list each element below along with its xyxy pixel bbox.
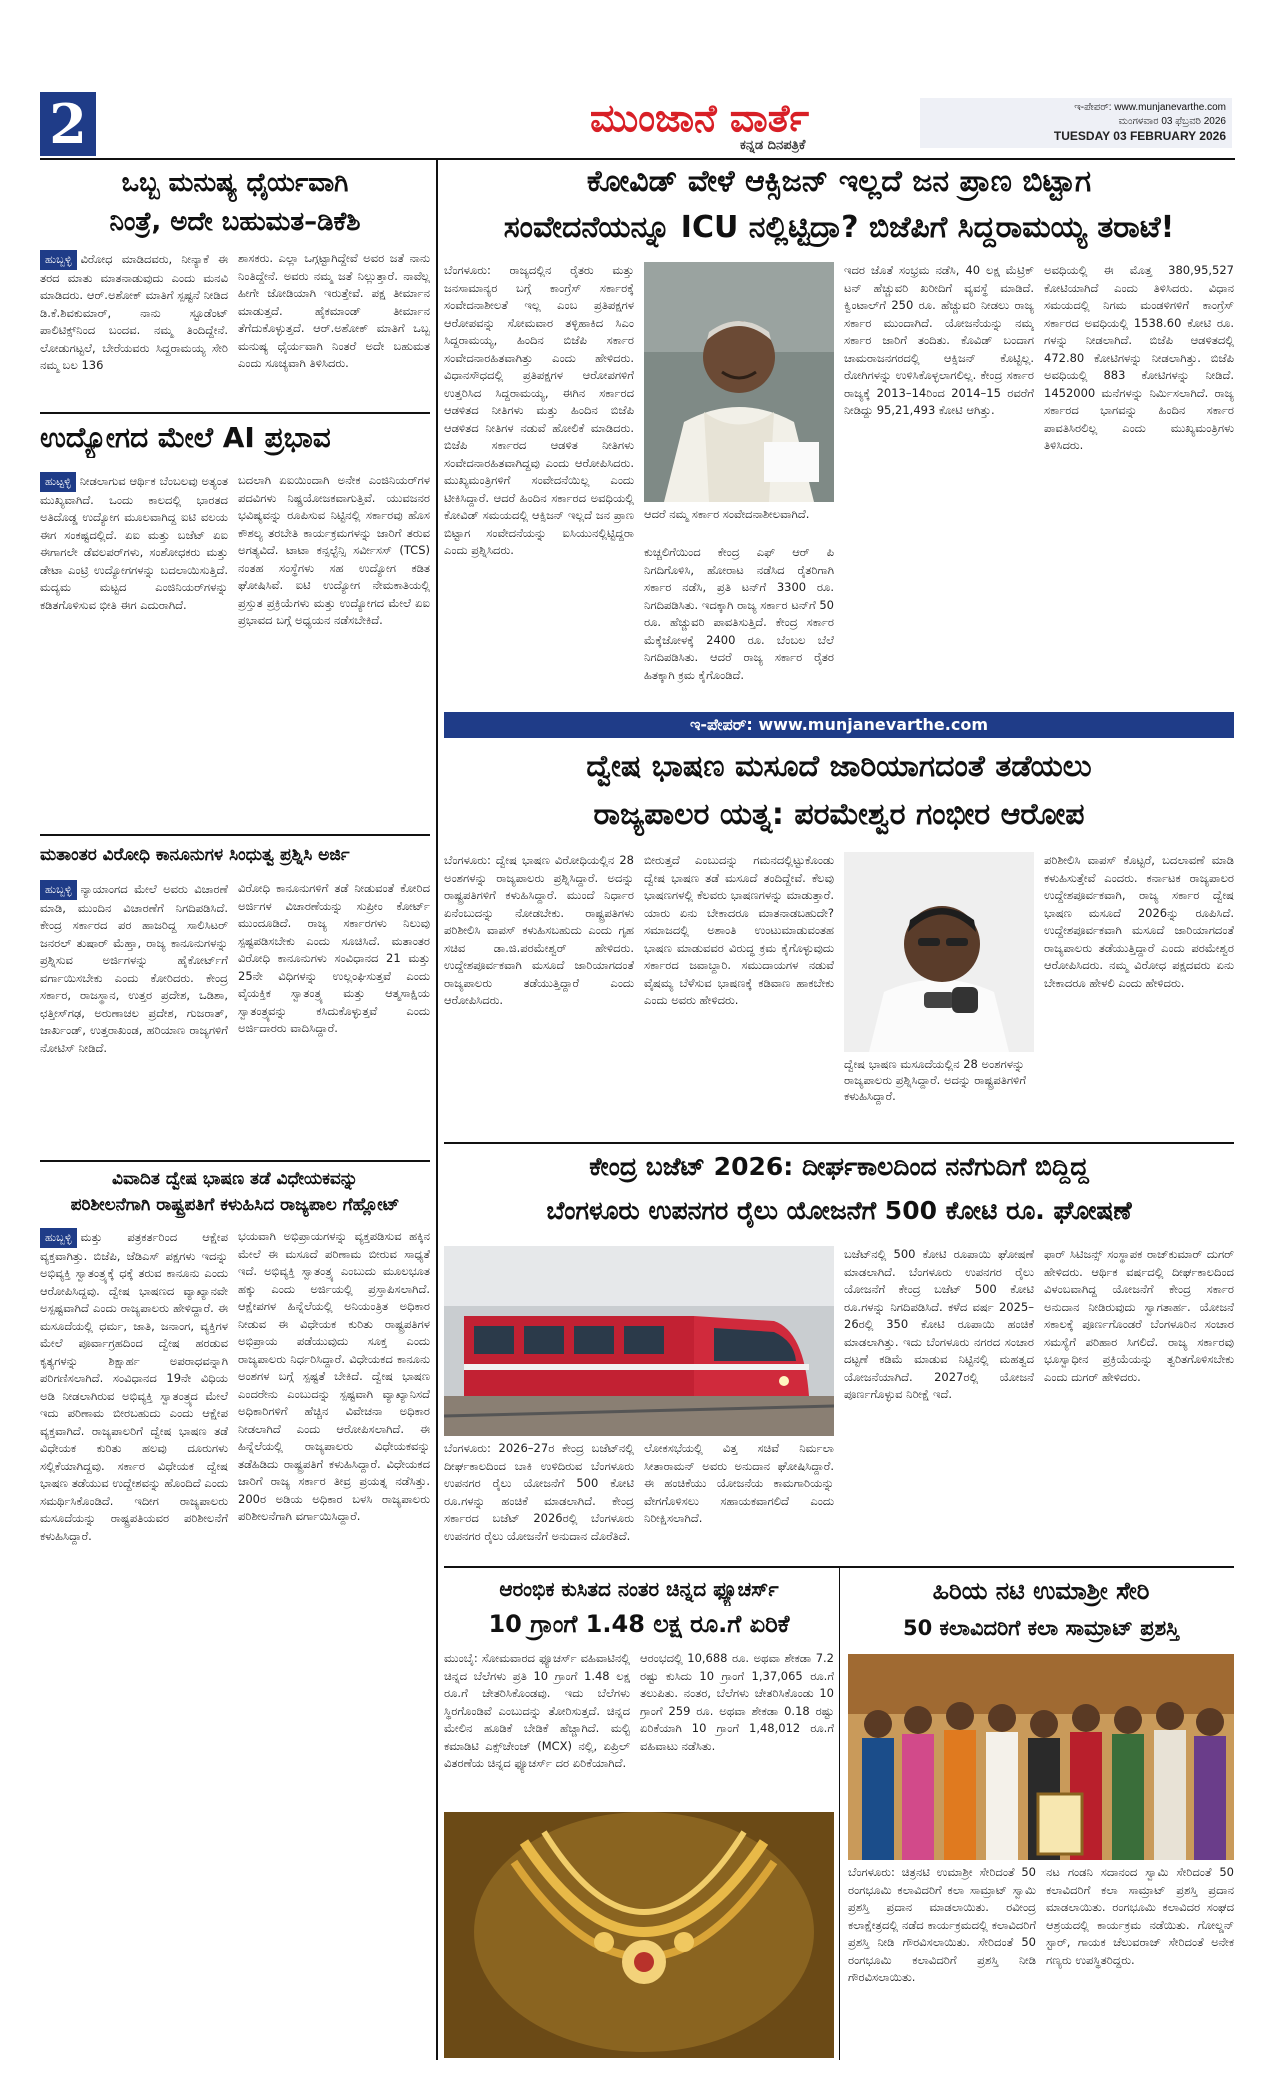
hate-headline-line1: ದ್ವೇಷ ಭಾಷಣ ಮಸೂದೆ ಜಾರಿಯಾಗದಂತೆ ತಡೆಯಲು — [586, 749, 1092, 784]
lead-photo — [644, 262, 834, 502]
left-story3-col2: ವಿರೋಧಿ ಕಾನೂನುಗಳಿಗೆ ತಡೆ ನೀಡುವಂತೆ ಕೋರಿದ ಅರ್ಜಿಗಳ ವಿಚಾರಣೆಯನ್ನು ಸುಪ್ರೀಂ ಕೋರ್ಟ್ ಮುಂದೂಡಿದೆ. ರಾಜ್ಯ ಸರ್ಕಾರಗಳು ನಿಲುವು ಸ್ಪಷ್ಟಪಡಿಸಬೇಕು ಎಂದು ಸೂಚಿಸಿದೆ. ಮತಾಂತರ ವಿರೋಧಿ ಕಾನೂನುಗಳು ಸಂವಿಧಾನದ 21 ಮತ್ತು 25ನೇ ವಿಧಿಗಳನ್ನು ಉಲ್ಲಂಘಿಸುತ್ತವೆ ಎಂದು ವೈಯಕ್ತಿಕ ಸ್ವಾತಂತ್ರ್ಯ ಮತ್ತು ಆತ್ಮಸಾಕ್ಷಿಯ ಸ್ವಾತಂತ್ರ್ಯವನ್ನು ಕಸಿದುಕೊಳ್ಳುತ್ತವೆ ಎಂದು ಅರ್ಜಿದಾರರು ವಾದಿಸಿದ್ದಾರೆ. — [238, 881, 430, 1035]
lead-headline-line2: ಸಂವೇದನೆಯನ್ನೂ ICU ನಲ್ಲಿಟ್ಟಿದ್ರಾ? ಬಿಜೆಪಿಗೆ ಸಿದ್ದರಾಮಯ್ಯ ತರಾಟೆ! — [503, 210, 1175, 245]
left-story1-headline-line1: ಒಬ್ಬ ಮನುಷ್ಯ ಧೈರ್ಯವಾಗಿ — [121, 168, 349, 198]
hate-col2: ಬೀರುತ್ತದೆ ಎಂಬುದನ್ನು ಗಮನದಲ್ಲಿಟ್ಟುಕೊಂಡು ದ್ವೇಷ ಭಾಷಣ ತಡೆ ಮಸೂದೆ ತಂದಿದ್ದೇವೆ. ಕೆಲವು ಭಾಷಣಗಳಲ್ಲಿ ಕೆಲವರು ಭಾಷಣಗಳನ್ನು ಮಾಡುತ್ತಾರೆ. ಯಾರು ಏನು ಬೇಕಾದರೂ ಮಾತನಾಡಬಹುದೇ? ಸಮಾಜದಲ್ಲಿ ಅಶಾಂತಿ ಉಂಟುಮಾಡುವಂತಹ ಭಾಷಣ ಮಾಡುವವರ ವಿರುದ್ಧ ಕ್ರಮ ಕೈಗೊಳ್ಳುವುದು ಸರ್ಕಾರದ ಜವಾಬ್ದಾರಿ. ಸಮುದಾಯಗಳ ನಡುವೆ ವೈಷಮ್ಯ ಬೆಳೆಸುವ ಭಾಷಣಕ್ಕೆ ಕಡಿವಾಣ ಹಾಕಬೇಕು ಎಂದು ಅವರು ಹೇಳಿದರು. — [644, 853, 834, 1007]
umashree-col2: ನಟ ಗಂಡನಿ ಸದಾನಂದ ಸ್ವಾಮಿ ಸೇರಿದಂತೆ 50 ಕಲಾವಿದರಿಗೆ ಕಲಾ ಸಾಮ್ರಾಟ್ ಪ್ರಶಸ್ತಿ ಪ್ರದಾನ ಮಾಡಲಾಯಿತು. ರಂಗಭೂಮಿ ಕಲಾವಿದರ ಸಂಘದ ಆಶ್ರಯದಲ್ಲಿ ಕಾರ್ಯಕ್ರಮ ನಡೆಯಿತು. ಗೋಲ್ಡನ್ ಸ್ಟಾರ್, ಗಾಯಕ ಚೆಲುವರಾಜ್ ಸೇರಿದಂತೆ ಅನೇಕ ಗಣ್ಯರು ಉಪಸ್ಥಿತರಿದ್ದರು. — [1046, 1865, 1234, 1967]
left-story1-col2: ಶಾಸಕರು. ಎಲ್ಲಾ ಒಗ್ಗಟ್ಟಾಗಿದ್ದೇವೆ ಅವರ ಜತೆ ನಾನು ನಿಂತಿದ್ದೇನೆ. ಅವರು ನಮ್ಮ ಜತೆ ನಿಲ್ಲುತ್ತಾರೆ. ನಾವೆಲ್ಲ ಹೀಗೇ ಜೋಡಿಯಾಗಿ ಇರುತ್ತೇವೆ. ಪಕ್ಷ ತೀರ್ಮಾನ ಮಾಡುತ್ತದೆ. ಹೈಕಮಾಂಡ್ ತೀರ್ಮಾನ ತೆಗೆದುಕೊಳ್ಳುತ್ತದೆ. ಆರ್.ಅಶೋಕ್ ಮಾತಿಗೆ ಒಬ್ಬ ಮನುಷ್ಯ ಧೈರ್ಯವಾಗಿ ನಿಂತರೆ ಅದೇ ಬಹುಮತ ಎಂದು ಸೂಚ್ಯವಾಗಿ ತಿಳಿಸಿದರು. — [238, 251, 430, 370]
left-story4-col2: ಭಯವಾಗಿ ಅಭಿಪ್ರಾಯಗಳನ್ನು ವ್ಯಕ್ತಪಡಿಸುವ ಹಕ್ಕಿನ ಮೇಲೆ ಈ ಮಸೂದೆ ಪರಿಣಾಮ ಬೀರುವ ಸಾಧ್ಯತೆ ಇದೆ. ಅಭಿವ್ಯಕ್ತಿ ಸ್ವಾತಂತ್ರ್ಯ ಎಂಬುದು ಮೂಲಭೂತ ಹಕ್ಕು ಎಂದು ಅರ್ಜಿಯಲ್ಲಿ ಪ್ರಸ್ತಾಪಿಸಲಾಗಿದೆ. ಆಕ್ಷೇಪಗಳ ಹಿನ್ನೆಲೆಯಲ್ಲಿ ಅನಿಯಂತ್ರಿತ ಅಧಿಕಾರ ನೀಡುವ ಈ ವಿಧೇಯಕ ಕುರಿತು ರಾಷ್ಟ್ರಪತಿಗಳ ಅಭಿಪ್ರಾಯ ಪಡೆಯುವುದು ಸೂಕ್ತ ಎಂದು ರಾಜ್ಯಪಾಲರು ನಿರ್ಧರಿಸಿದ್ದಾರೆ. ವಿಧೇಯಕದ ಕಾನೂನು ಅಂಶಗಳ ಬಗ್ಗೆ ಸ್ಪಷ್ಟತೆ ಬೇಕಿದೆ. ದ್ವೇಷ ಭಾಷಣ ಎಂದರೇನು ಎಂಬುದನ್ನು ಸ್ಪಷ್ಟವಾಗಿ ವ್ಯಾಖ್ಯಾನಿಸದೆ ಅಧಿಕಾರಿಗಳಿಗೆ ಹೆಚ್ಚಿನ ವಿವೇಚನಾ ಅಧಿಕಾರ ನೀಡಲಾಗಿದೆ ಎಂದು ಆರೋಪಿಸಲಾಗಿದೆ. ಈ ಹಿನ್ನೆಲೆಯಲ್ಲಿ ರಾಜ್ಯಪಾಲರು ವಿಧೇಯಕವನ್ನು ತಡೆಹಿಡಿದು ರಾಷ್ಟ್ರಪತಿಗೆ ಕಳುಹಿಸಿದ್ದಾರೆ. ವಿಧೇಯಕದ ಜಾರಿಗೆ ರಾಜ್ಯ ಸರ್ಕಾರ ತೀವ್ರ ಪ್ರಯತ್ನ ನಡೆಸಿತ್ತು. 200ರ ಅಡಿಯ ಅಧಿಕಾರ ಬಳಸಿ ರಾಜ್ಯಪಾಲರು ಪರಿಶೀಲನೆಗಾಗಿ ವರ್ಗಾಯಿಸಿದ್ದಾರೆ. — [238, 1229, 430, 1523]
left-story2-headline: ಉದ್ಯೋಗದ ಮೇಲೆ AI ಪ್ರಭಾವ — [40, 421, 331, 454]
left-story4-col1: ಹುಬ್ಬಳ್ಳಿ ಮತ್ತು ಪತ್ರಕರ್ತರಿಂದ ಆಕ್ಷೇಪ ವ್ಯಕ್ತವಾಗಿತ್ತು. ಬಿಜೆಪಿ, ಜೆಡಿಎಸ್ ಪಕ್ಷಗಳು ಇದನ್ನು ಅಭಿವ್ಯಕ್ತಿ ಸ್ವಾತಂತ್ರ್ಯಕ್ಕೆ ಧಕ್ಕೆ ತರುವ ಕಾನೂನು ಎಂದು ಆರೋಪಿಸಿದ್ದವು. ದ್ವೇಷ ಭಾಷಣದ ವ್ಯಾಖ್ಯಾನವೇ ಅಸ್ಪಷ್ಟವಾಗಿದೆ ಎಂದು ರಾಜ್ಯಪಾಲರು ಹೇಳಿದ್ದಾರೆ. ಈ ಮಸೂದೆಯಲ್ಲಿ ಧರ್ಮ, ಜಾತಿ, ಜನಾಂಗ, ವ್ಯಕ್ತಿಗಳ ಮೇಲೆ ಪೂರ್ವಾಗ್ರಹದಿಂದ ದ್ವೇಷ ಹರಡುವ ಕೃತ್ಯಗಳನ್ನು ಶಿಕ್ಷಾರ್ಹ ಅಪರಾಧವನ್ನಾಗಿ ಪರಿಗಣಿಸಲಾಗಿದೆ. ಸಂವಿಧಾನದ 19ನೇ ವಿಧಿಯ ಅಡಿ ನೀಡಲಾಗಿರುವ ಅಭಿವ್ಯಕ್ತಿ ಸ್ವಾತಂತ್ರ್ಯದ ಮೇಲೆ ಇದು ಪರಿಣಾಮ ಬೀರಬಹುದು ಎಂದು ಆಕ್ಷೇಪ ವ್ಯಕ್ತವಾಗಿದೆ. ರಾಜ್ಯಪಾಲರಿಗೆ ದ್ವೇಷ ಭಾಷಣ ತಡೆ ವಿಧೇಯಕ ಕುರಿತು ಹಲವು ದೂರುಗಳು ಸಲ್ಲಿಕೆಯಾಗಿದ್ದವು. ಸರ್ಕಾರ ವಿಧೇಯಕ ದ್ವೇಷ ಭಾಷಣ ತಡೆಯುವ ಉದ್ದೇಶವನ್ನು ಹೊಂದಿದೆ ಎಂದು ಸಮರ್ಥಿಸಿಕೊಂಡಿದೆ. ಇದೀಗ ರಾಜ್ಯಪಾಲರು ಮಸೂದೆಯನ್ನು ರಾಷ್ಟ್ರಪತಿಯವರ ಪರಿಶೀಲನೆಗೆ ಕಳುಹಿಸಿದ್ದಾರೆ. — [40, 1230, 228, 1543]
umashree-col1: ಬೆಂಗಳೂರು: ಚಿತ್ರನಟಿ ಉಮಾಶ್ರೀ ಸೇರಿದಂತೆ 50 ರಂಗಭೂಮಿ ಕಲಾವಿದರಿಗೆ ಕಲಾ ಸಾಮ್ರಾಟ್ ಸ್ವಾಮಿ ಪ್ರಶಸ್ತಿ ಪ್ರದಾನ ಮಾಡಲಾಯಿತು. ರವೀಂದ್ರ ಕಲಾಕ್ಷೇತ್ರದಲ್ಲಿ ನಡೆದ ಕಾರ್ಯಕ್ರಮದಲ್ಲಿ ಕಲಾವಿದರಿಗೆ ಪ್ರಶಸ್ತಿ ನೀಡಿ ಗೌರವಿಸಲಾಯಿತು. ಸೇರಿದಂತೆ 50 ರಂಗಭೂಮಿ ಕಲಾವಿದರಿಗೆ ಪ್ರಶಸ್ತಿ ನೀಡಿ ಗೌರವಿಸಲಾಯಿತು. — [848, 1865, 1036, 1984]
left-story4-dateline: ಹುಬ್ಬಳ್ಳಿ — [40, 1228, 77, 1248]
left-story2-col2: ಬದಲಾಗಿ ಏಐಯಿಂದಾಗಿ ಅನೇಕ ಎಂಜಿನಿಯರ್‌ಗಳ ಪದವಿಗಳು ನಿಷ್ಪ್ರಯೋಜಕವಾಗುತ್ತಿವೆ. ಯುವಜನರ ಭವಿಷ್ಯವನ್ನು ರೂಪಿಸುವ ನಿಟ್ಟಿನಲ್ಲಿ ಸರ್ಕಾರವು ಹೊಸ ಕೌಶಲ್ಯ ತರಬೇತಿ ಕಾರ್ಯಕ್ರಮಗಳನ್ನು ಜಾರಿಗೆ ತರುವ ಅಗತ್ಯವಿದೆ. ಟಾಟಾ ಕನ್ಸಲ್ಟೆನ್ಸಿ ಸರ್ವೀಸಸ್ (TCS) ನಂತಹ ಸಂಸ್ಥೆಗಳು ಸಹ ಉದ್ಯೋಗ ಕಡಿತ ಘೋಷಿಸಿವೆ. ಐಟಿ ಉದ್ಯೋಗ ನೇಮಕಾತಿಯಲ್ಲಿ ಪ್ರಸ್ತುತ ಪ್ರಕ್ರಿಯೆಗಳು ಮತ್ತು ಉದ್ಯೋಗದ ಮೇಲೆ ಏಐ ಪ್ರಭಾವದ ಬಗ್ಗೆ ಅಧ್ಯಯನ ನಡೆಸಬೇಕಿದೆ. — [238, 473, 430, 627]
budget-col3: ಬೆಂಗಳೂರು: 2026–27ರ ಕೇಂದ್ರ ಬಜೆಟ್‌ನಲ್ಲಿ ದೀರ್ಘಕಾಲದಿಂದ ಬಾಕಿ ಉಳಿದಿರುವ ಬೆಂಗಳೂರು ಉಪನಗರ ರೈಲು ಯೋಜನೆಗೆ 500 ಕೋಟಿ ರೂ.ಗಳನ್ನು ಹಂಚಿಕೆ ಮಾಡಲಾಗಿದೆ. ಕೇಂದ್ರ ಸರ್ಕಾರದ ಬಜೆಟ್ 2026ರಲ್ಲಿ ಬೆಂಗಳೂರು ಉಪನಗರ ರೈಲು ಯೋಜನೆಗೆ ಅನುದಾನ ದೊರೆತಿದೆ. — [444, 1441, 634, 1543]
hate-photo — [844, 852, 1034, 1052]
left-story3-dateline: ಹುಬ್ಬಳ್ಳಿ — [40, 880, 77, 900]
umashree-headline-line2: 50 ಕಲಾವಿದರಿಗೆ ಕಲಾ ಸಾಮ್ರಾಟ್ ಪ್ರಶಸ್ತಿ — [902, 1616, 1180, 1640]
left-story4-headline-line1: ವಿವಾದಿತ ದ್ವೇಷ ಭಾಷಣ ತಡೆ ವಿಧೇಯಕವನ್ನು — [112, 1169, 358, 1189]
hate-col1: ಬೆಂಗಳೂರು: ದ್ವೇಷ ಭಾಷಣ ವಿರೋಧಿಯಲ್ಲಿನ 28 ಅಂಶಗಳನ್ನು ರಾಜ್ಯಪಾಲರು ಪ್ರಶ್ನಿಸಿದ್ದಾರೆ. ಅದನ್ನು ರಾಷ್ಟ್ರಪತಿಗಳಿಗೆ ಕಳುಹಿಸಿದ್ದಾರೆ. ಮುಂದೆ ನಿರ್ಧಾರ ಏನೆಂಬುದನ್ನು ನೋಡಬೇಕು. ರಾಷ್ಟ್ರಪತಿಗಳು ಪರಿಶೀಲಿಸಿ ವಾಪಸ್ ಕಳುಹಿಸಬಹುದು ಎಂದು ಗೃಹ ಸಚಿವ ಡಾ.ಜಿ.ಪರಮೇಶ್ವರ್ ಹೇಳಿದರು. ಉದ್ದೇಶಪೂರ್ವಕವಾಗಿ ಮಸೂದೆ ಜಾರಿಯಾಗದಂತೆ ರಾಜ್ಯಪಾಲರು ತಡೆಯುತ್ತಿದ್ದಾರೆ ಎಂದು ಆರೋಪಿಸಿದರು. — [444, 853, 634, 1007]
budget-headline-line1: ಕೇಂದ್ರ ಬಜೆಟ್ 2026: ದೀರ್ಘಕಾಲದಿಂದ ನನೆಗುದಿಗೆ ಬಿದ್ದಿದ್ದ — [589, 1152, 1089, 1181]
left-story1-col1: ಹುಬ್ಬಳ್ಳಿ ವಿರೋಧ ಮಾಡಿದವರು, ನೀನ್ಯಾಕೆ ಈ ತರದ ಮಾತು ಮಾತನಾಡುವುದು ಎಂದು ಮನವಿ ಮಾಡಿದರು. ಆರ್.ಅಶೋಕ್ ಮಾತಿಗೆ ಸ್ಪಷ್ಟನೆ ನೀಡಿದ ಡಿ.ಕೆ.ಶಿವಕುಮಾರ್, ನಾನು ಸ್ಟೂಡೆಂಟ್ ಪಾಲಿಟಿಕ್ಸ್‌ನಿಂದ ಬಂದವ. ನಮ್ಮ ತಿಂದಿದ್ದೇನೆ. ಲೋಡುಗಟ್ಟಲೆ, ಬೇರೆಯವರು ಸಿದ್ದರಾಮಯ್ಯ ಸೇರಿ ನಮ್ಮ ಬಲ 136 — [40, 252, 228, 372]
futures-col1: ಮುಂಬೈ: ಸೋಮವಾರದ ಫ್ಯೂಚರ್ಸ್ ವಹಿವಾಟಿನಲ್ಲಿ ಚಿನ್ನದ ಬೆಲೆಗಳು ಪ್ರತಿ 10 ಗ್ರಾಂಗೆ 1.48 ಲಕ್ಷ ರೂ.ಗೆ ಚೇತರಿಸಿಕೊಂಡವು. ಇದು ಬೆಲೆಗಳು ಸ್ಥಿರಗೊಂಡಿವೆ ಎಂಬುದನ್ನು ತೋರಿಸುತ್ತದೆ. ಚಿನ್ನದ ಮೇಲಿನ ಹೂಡಿಕೆ ಬೇಡಿಕೆ ಹೆಚ್ಚಾಗಿದೆ. ಮಲ್ಟಿ ಕಮಾಡಿಟಿ ಎಕ್ಸ್‌ಚೇಂಜ್ (MCX) ನಲ್ಲಿ, ಏಪ್ರಿಲ್ ವಿತರಣೆಯ ಚಿನ್ನದ ಫ್ಯೂಚರ್ಸ್ ದರ ಏರಿಕೆಯಾಗಿದೆ. — [444, 1651, 630, 1770]
budget-col2: ಫಾರ್ ಸಿಟಿಜನ್ಸ್ ಸಂಸ್ಥಾಪಕ ರಾಜ್‌ಕುಮಾರ್ ದುಗರ್ ಹೇಳಿದರು. ಆರ್ಥಿಕ ವರ್ಷದಲ್ಲಿ ದೀರ್ಘಕಾಲದಿಂದ ವಿಳಂಬವಾಗಿದ್ದ ಯೋಜನೆಗೆ ಕೇಂದ್ರ ಸರ್ಕಾರ ಅನುದಾನ ನೀಡಿರುವುದು ಸ್ವಾಗತಾರ್ಹ. ಯೋಜನೆ ಸಕಾಲಕ್ಕೆ ಪೂರ್ಣಗೊಂಡರೆ ಬೆಂಗಳೂರಿನ ಸಂಚಾರ ಸಮಸ್ಯೆಗೆ ಪರಿಹಾರ ಸಿಗಲಿದೆ. ರಾಜ್ಯ ಸರ್ಕಾರವು ಭೂಸ್ವಾಧೀನ ಪ್ರಕ್ರಿಯೆಯನ್ನು ತ್ವರಿತಗೊಳಿಸಬೇಕು ಎಂದು ದುಗರ್ ಹೇಳಿದರು. — [1044, 1247, 1234, 1384]
lead-col3: ಇದರ ಜೊತೆ ಸಂಭ್ರಮ ನಡೆಸಿ, 40 ಲಕ್ಷ ಮೆಟ್ರಿಕ್ ಟನ್ ಹೆಚ್ಚುವರಿ ಖರೀದಿಗೆ ವ್ಯವಸ್ಥೆ ಮಾಡಿದೆ. ಕ್ವಿಂಟಾಲ್‌ಗೆ 250 ರೂ. ಹೆಚ್ಚುವರಿ ನೀಡಲು ರಾಜ್ಯ ಸರ್ಕಾರ ಮುಂದಾಗಿದೆ. ಯೋಜನೆಯನ್ನು ನಮ್ಮ ಸರ್ಕಾರ ಜಾರಿಗೆ ತಂದಿತು. ಕೊವಿಡ್ ಬಂದಾಗ ಚಾಮರಾಜನಗರದಲ್ಲಿ ಆಕ್ಸಿಜನ್ ಕೊಟ್ಟಿಲ್ಲ. ರೋಗಿಗಳನ್ನು ಉಳಿಸಿಕೊಳ್ಳಲಾಗಲಿಲ್ಲ. ಕೇಂದ್ರ ಸರ್ಕಾರ ರಾಜ್ಯಕ್ಕೆ 2013–14ರಿಂದ 2014–15 ರವರೆಗೆ ನೀಡಿದ್ದು 95,21,493 ಕೋಟಿ ಆಗಿತ್ತು. — [844, 263, 1034, 417]
budget-col4: ಲೋಕಸಭೆಯಲ್ಲಿ ವಿತ್ತ ಸಚಿವೆ ನಿರ್ಮಲಾ ಸೀತಾರಾಮನ್ ಅವರು ಅನುದಾನ ಘೋಷಿಸಿದ್ದಾರೆ. ಈ ಹಂಚಿಕೆಯು ಯೋಜನೆಯ ಕಾಮಗಾರಿಯನ್ನು ವೇಗಗೊಳಿಸಲು ಸಹಾಯಕವಾಗಲಿದೆ ಎಂದು ನಿರೀಕ್ಷಿಸಲಾಗಿದೆ. — [644, 1441, 834, 1525]
futures-headline-line1: ಆರಂಭಿಕ ಕುಸಿತದ ನಂತರ ಚಿನ್ನದ ಫ್ಯೂಚರ್ಸ್ — [499, 1577, 779, 1601]
lead-col4: ಅವಧಿಯಲ್ಲಿ ಈ ಮೊತ್ತ 380,95,527 ಕೋಟಿಯಾಗಿದೆ ಎಂದು ತಿಳಿಸಿದರು. ವಿಧಾನ ಸಮಯದಲ್ಲಿ ನಿಗಮ ಮಂಡಳಿಗಳಿಗೆ ಕಾಂಗ್ರೆಸ್ ಸರ್ಕಾರದ ಅವಧಿಯಲ್ಲಿ 1538.60 ಕೋಟಿ ರೂ. ಗಳನ್ನು ನೀಡಲಾಗಿದೆ. ಬಿಜೆಪಿ ಆಡಳಿತದಲ್ಲಿ 472.80 ಕೋಟಿಗಳನ್ನು ನೀಡಲಾಗಿತ್ತು. ಬಿಜೆಪಿ ಅವಧಿಯಲ್ಲಿ 883 ಕೋಟಿಗಳನ್ನು ನೀಡಿದೆ. 1452000 ಮನೆಗಳನ್ನು ನಿರ್ಮಿಸಲಾಗಿದೆ. ರಾಜ್ಯ ಸರ್ಕಾರದ ಭಾಗವನ್ನು ಹಿಂದಿನ ಸರ್ಕಾರ ಪಾವತಿಸಿರಲಿಲ್ಲ ಎಂದು ಮುಖ್ಯಮಂತ್ರಿಗಳು ತಿಳಿಸಿದರು. — [1044, 263, 1234, 452]
masthead-logo — [590, 96, 810, 153]
left-story2-dateline: ಹುಟ್ಟಳ್ಳಿ — [40, 472, 76, 492]
left-story1-headline-line2: ನಿಂತ್ರೆ, ಅದೇ ಬಹುಮತ–ಡಿಕೆಶಿ — [109, 207, 361, 237]
masthead-tagline: ಕನ್ನಡ ದಿನಪತ್ರಿಕೆ — [740, 138, 806, 153]
masthead-name: ಮುಂಜಾನೆ ವಾರ್ತೆ — [590, 96, 810, 140]
hate-col3: ಪರಿಶೀಲಿಸಿ ವಾಪಸ್ ಕೊಟ್ಟರೆ, ಬದಲಾವಣೆ ಮಾಡಿ ಕಳುಹಿಸುತ್ತೇವೆ ಎಂದರು. ಕರ್ನಾಟಕ ರಾಜ್ಯಪಾಲರ ಉದ್ದೇಶಪೂರ್ವಕವಾಗಿ, ರಾಜ್ಯ ಸರ್ಕಾರ ದ್ವೇಷ ಭಾಷಣ ಮಸೂದೆ 2026ನ್ನು ರೂಪಿಸಿದೆ. ಉದ್ದೇಶಪೂರ್ವಕವಾಗಿ ಮಸೂದೆ ಜಾರಿಯಾಗದಂತೆ ರಾಜ್ಯಪಾಲರು ತಡೆಯುತ್ತಿದ್ದಾರೆ ಎಂದು ಪರಮೇಶ್ವರ ಆರೋಪಿಸಿದರು. ನಮ್ಮ ವಿರೋಧ ಪಕ್ಷದವರು ಏನು ಬೇಕಾದರೂ ಹೇಳಲಿ ಎಂದು ಹೇಳಿದರು. — [1044, 853, 1234, 990]
lead-headline-line1: ಕೋವಿಡ್ ವೇಳೆ ಆಕ್ಸಿಜನ್ ಇಲ್ಲದೆ ಜನ ಪ್ರಾಣ ಬಿಟ್ಟಾಗ — [586, 164, 1092, 199]
left-story3-headline: ಮತಾಂತರ ವಿರೋಧಿ ಕಾನೂನುಗಳ ಸಿಂಧುತ್ವ ಪ್ರಶ್ನಿಸಿ ಅರ್ಜಿ — [40, 845, 350, 865]
lead-col1: ಬೆಂಗಳೂರು: ರಾಜ್ಯದಲ್ಲಿನ ರೈತರು ಮತ್ತು ಜನಸಾಮಾನ್ಯರ ಬಗ್ಗೆ ಕಾಂಗ್ರೆಸ್ ಸರ್ಕಾರಕ್ಕೆ ಸಂವೇದನಾಶೀಲತೆ ಇಲ್ಲ ಎಂಬ ಪ್ರತಿಪಕ್ಷಗಳ ಆರೋಪವನ್ನು ಸೋಮವಾರ ತಳ್ಳಿಹಾಕಿದ ಸಿಎಂ ಸಿದ್ದರಾಮಯ್ಯ, ಹಿಂದಿನ ಬಿಜೆಪಿ ಸರ್ಕಾರ ಸಂವೇದನಾರಹಿತವಾಗಿತ್ತು ಎಂದು ಹೇಳಿದರು. ವಿಧಾನಸೌಧದಲ್ಲಿ ಪ್ರತಿಪಕ್ಷಗಳ ಆರೋಪಗಳಿಗೆ ಉತ್ತರಿಸಿದ ಸಿದ್ದರಾಮಯ್ಯ, ಈಗಿನ ಸರ್ಕಾರದ ಆಡಳಿತದ ನೀತಿಗಳು ಮತ್ತು ಹಿಂದಿನ ಬಿಜೆಪಿ ಆಡಳಿತದ ನೀತಿಗಳ ನಡುವೆ ಹೋಲಿಕೆ ಮಾಡಿದರು. ಬಿಜೆಪಿ ಸರ್ಕಾರದ ಆಡಳಿತ ನೀತಿಗಳು ಸಂವೇದನಾರಹಿತವಾಗಿದ್ದವು ಎಂದು ಆರೋಪಿಸಿದರು. ಮುಖ್ಯಮಂತ್ರಿಗಳಿಗೆ ಸಂವೇದನೆಯಿಲ್ಲ ಎಂದು ಟೀಕಿಸಿದ್ದಾರೆ. ಆದರೆ ಹಿಂದಿನ ಸರ್ಕಾರದ ಅವಧಿಯಲ್ಲಿ ಕೋವಿಡ್ ಸಮಯದಲ್ಲಿ ಆಕ್ಸಿಜನ್ ಇಲ್ಲದೆ ಜನ ಪ್ರಾಣ ಬಿಟ್ಟಾಗ ಸಂವೇದನೆಯನ್ನು ಐಸಿಯುನಲ್ಲಿಟ್ಟಿದ್ದರಾ ಎಂದು ಪ್ರಶ್ನಿಸಿದರು. — [444, 263, 634, 557]
date-english: TUESDAY 03 FEBRUARY 2026 — [1053, 129, 1226, 143]
left-story4-headline-line2: ಪರಿಶೀಲನೆಗಾಗಿ ರಾಷ್ಟ್ರಪತಿಗೆ ಕಳುಹಿಸಿದ ರಾಜ್ಯಪಾಲ ಗೆಹ್ಲೋಟ್ — [70, 1195, 400, 1215]
futures-col2: ಆರಂಭದಲ್ಲಿ 10,688 ರೂ. ಅಥವಾ ಶೇಕಡಾ 7.2 ರಷ್ಟು ಕುಸಿದು 10 ಗ್ರಾಂಗೆ 1,37,065 ರೂ.ಗೆ ತಲುಪಿತು. ನಂತರ, ಬೆಲೆಗಳು ಚೇತರಿಸಿಕೊಂಡು 10 ಗ್ರಾಂಗೆ 259 ರೂ. ಅಥವಾ ಶೇಕಡಾ 0.18 ರಷ್ಟು ಏರಿಕೆಯಾಗಿ 10 ಗ್ರಾಂಗೆ 1,48,012 ರೂ.ಗೆ ವಹಿವಾಟು ನಡೆಸಿತು. — [640, 1651, 834, 1753]
hate-photo-caption: ದ್ವೇಷ ಭಾಷಣ ಮಸೂದೆಯಲ್ಲಿನ 28 ಅಂಶಗಳನ್ನು ರಾಜ್ಯಪಾಲರು ಪ್ರಶ್ನಿಸಿದ್ದಾರೆ. ಅದನ್ನು ರಾಷ್ಟ್ರಪತಿಗಳಿಗೆ ಕಳುಹಿಸಿದ್ದಾರೆ. — [844, 1057, 1027, 1103]
left-story2-col1: ಹುಟ್ಟಳ್ಳಿ ನೀಡಲಾಗುವ ಆರ್ಥಿಕ ಬೆಂಬಲವು ಅತ್ಯಂತ ಮುಖ್ಯವಾಗಿದೆ. ಒಂದು ಕಾಲದಲ್ಲಿ ಭಾರತದ ಅತಿದೊಡ್ಡ ಉದ್ಯೋಗ ಮೂಲವಾಗಿದ್ದ ಐಟಿ ವಲಯ ಈಗ ಸಂಕಷ್ಟದಲ್ಲಿದೆ. ಏಐ ಮತ್ತು ಬಜೆಟ್ ಏಐ ಈಗಾಗಲೇ ಡೆವಲಪರ್‌ಗಳು, ಸಂಶೋಧಕರು ಮತ್ತು ಡೇಟಾ ಎಂಟ್ರಿ ಉದ್ಯೋಗಗಳನ್ನು ಬದಲಾಯಿಸುತ್ತಿದೆ. ಮದ್ಯಮ ಮಟ್ಟದ ಎಂಜಿನಿಯರ್‌ಗಳನ್ನು ಕಡಿತಗೊಳಿಸುವ ಭೀತಿ ಈಗ ಎದುರಾಗಿದೆ. — [40, 474, 228, 612]
train-photo — [444, 1246, 834, 1436]
budget-headline-line2: ಬೆಂಗಳೂರು ಉಪನಗರ ರೈಲು ಯೋಜನೆಗೆ 500 ಕೋಟಿ ರೂ. ಘೋಷಣೆ — [546, 1196, 1132, 1225]
award-photo — [848, 1654, 1234, 1860]
lead-col2: ಕುಚ್ಚಲಿಗೆಯಿಂದ ಕೇಂದ್ರ ಎಫ್ ಆರ್ ಪಿ ನಿಗದಿಗೊಳಿಸಿ, ಹೋರಾಟ ನಡೆಸಿದ ರೈತರಿಗಾಗಿ ಸರ್ಕಾರ ನಡೆಸಿ, ಪ್ರತಿ ಟನ್‌ಗೆ 3300 ರೂ. ನಿಗದಿಪಡಿಸಿತು. ಇದಕ್ಕಾಗಿ ರಾಜ್ಯ ಸರ್ಕಾರ ಟನ್‌ಗೆ 50 ರೂ. ಹೆಚ್ಚುವರಿ ಪಾವತಿಸುತ್ತಿದೆ. ಕೇಂದ್ರ ಸರ್ಕಾರ ಮೆಕ್ಕೆಜೋಳಕ್ಕೆ 2400 ರೂ. ಬೆಂಬಲ ಬೆಲೆ ನಿಗದಿಪಡಿಸಿತು. ಆದರೆ ರಾಜ್ಯ ಸರ್ಕಾರ ರೈತರ ಹಿತಕ್ಕಾಗಿ ಕ್ರಮ ಕೈಗೊಂಡಿದೆ. — [644, 545, 834, 682]
left-story1-dateline: ಹುಬ್ಬಳ್ಳಿ — [40, 250, 77, 270]
gold-photo — [444, 1812, 834, 2058]
futures-headline-line2: 10 ಗ್ರಾಂಗೆ 1.48 ಲಕ್ಷ ರೂ.ಗೆ ಏರಿಕೆ — [488, 1610, 790, 1638]
date-block — [920, 98, 1232, 148]
umashree-headline-line1: ಹಿರಿಯ ನಟಿ ಉಮಾಶ್ರೀ ಸೇರಿ — [932, 1577, 1150, 1605]
epaper-banner[interactable]: ಇ-ಪೇಪರ್: www.munjanevarthe.com — [444, 712, 1234, 738]
lead-photo-caption: ಆದರೆ ನಮ್ಮ ಸರ್ಕಾರ ಸಂವೇದನಾಶೀಲವಾಗಿದೆ. — [644, 507, 810, 521]
hate-headline-line2: ರಾಜ್ಯಪಾಲರ ಯತ್ನ: ಪರಮೇಶ್ವರ ಗಂಭೀರ ಆರೋಪ — [593, 797, 1085, 832]
date-kannada: ಮಂಗಳವಾರ 03 ಫೆಬ್ರವರಿ 2026 — [1118, 116, 1226, 127]
left-story3-col1: ಹುಬ್ಬಳ್ಳಿ ನ್ಯಾಯಾಂಗದ ಮೇಲೆ ಅವರು ವಿಚಾರಣೆ ಮಾಡಿ, ಮುಂದಿನ ವಿಚಾರಣೆಗೆ ನಿಗದಿಪಡಿಸಿದೆ. ಕೇಂದ್ರ ಸರ್ಕಾರದ ಪರ ಹಾಜರಿದ್ದ ಸಾಲಿಸಿಟರ್ ಜನರಲ್ ತುಷಾರ್ ಮೆಹ್ತಾ, ರಾಜ್ಯ ಕಾನೂನುಗಳನ್ನು ಪ್ರಶ್ನಿಸುವ ಅರ್ಜಿಗಳನ್ನು ಹೈಕೋರ್ಟ್‌ಗೆ ವರ್ಗಾಯಿಸಬೇಕು ಎಂದು ಕೋರಿದರು. ಕೇಂದ್ರ ಸರ್ಕಾರ, ರಾಜಸ್ಥಾನ, ಉತ್ತರ ಪ್ರದೇಶ, ಒಡಿಶಾ, ಛತ್ತೀಸ್‌ಗಢ, ಅರುಣಾಚಲ ಪ್ರದೇಶ, ಗುಜರಾತ್, ಜಾರ್ಖಂಡ್, ಉತ್ತರಾಖಂಡ, ಹರಿಯಾಣ ರಾಜ್ಯಗಳಿಗೆ ನೋಟಿಸ್ ನೀಡಿದೆ. — [40, 882, 228, 1055]
website[interactable]: ಇ-ಪೇಪರ್: www.munjanevarthe.com — [1074, 102, 1226, 113]
page-number: 2 — [40, 92, 96, 156]
budget-col1: ಬಜೆಟ್‌ನಲ್ಲಿ 500 ಕೋಟಿ ರೂಪಾಯಿ ಘೋಷಣೆ ಮಾಡಲಾಗಿದೆ. ಬೆಂಗಳೂರು ಉಪನಗರ ರೈಲು ಯೋಜನೆಗೆ ಕೇಂದ್ರ ಬಜೆಟ್ 500 ಕೋಟಿ ರೂ.ಗಳನ್ನು ನಿಗದಿಪಡಿಸಿದೆ. ಕಳೆದ ವರ್ಷ 2025–26ರಲ್ಲಿ 350 ಕೋಟಿ ರೂಪಾಯಿ ಹಂಚಿಕೆ ಮಾಡಲಾಗಿತ್ತು. ಇದು ಬೆಂಗಳೂರು ನಗರದ ಸಂಚಾರ ದಟ್ಟಣೆ ಕಡಿಮೆ ಮಾಡುವ ನಿಟ್ಟಿನಲ್ಲಿ ಮಹತ್ವದ ಯೋಜನೆಯಾಗಿದೆ. 2027ರಲ್ಲಿ ಯೋಜನೆ ಪೂರ್ಣಗೊಳ್ಳುವ ನಿರೀಕ್ಷೆ ಇದೆ. — [844, 1247, 1034, 1401]
